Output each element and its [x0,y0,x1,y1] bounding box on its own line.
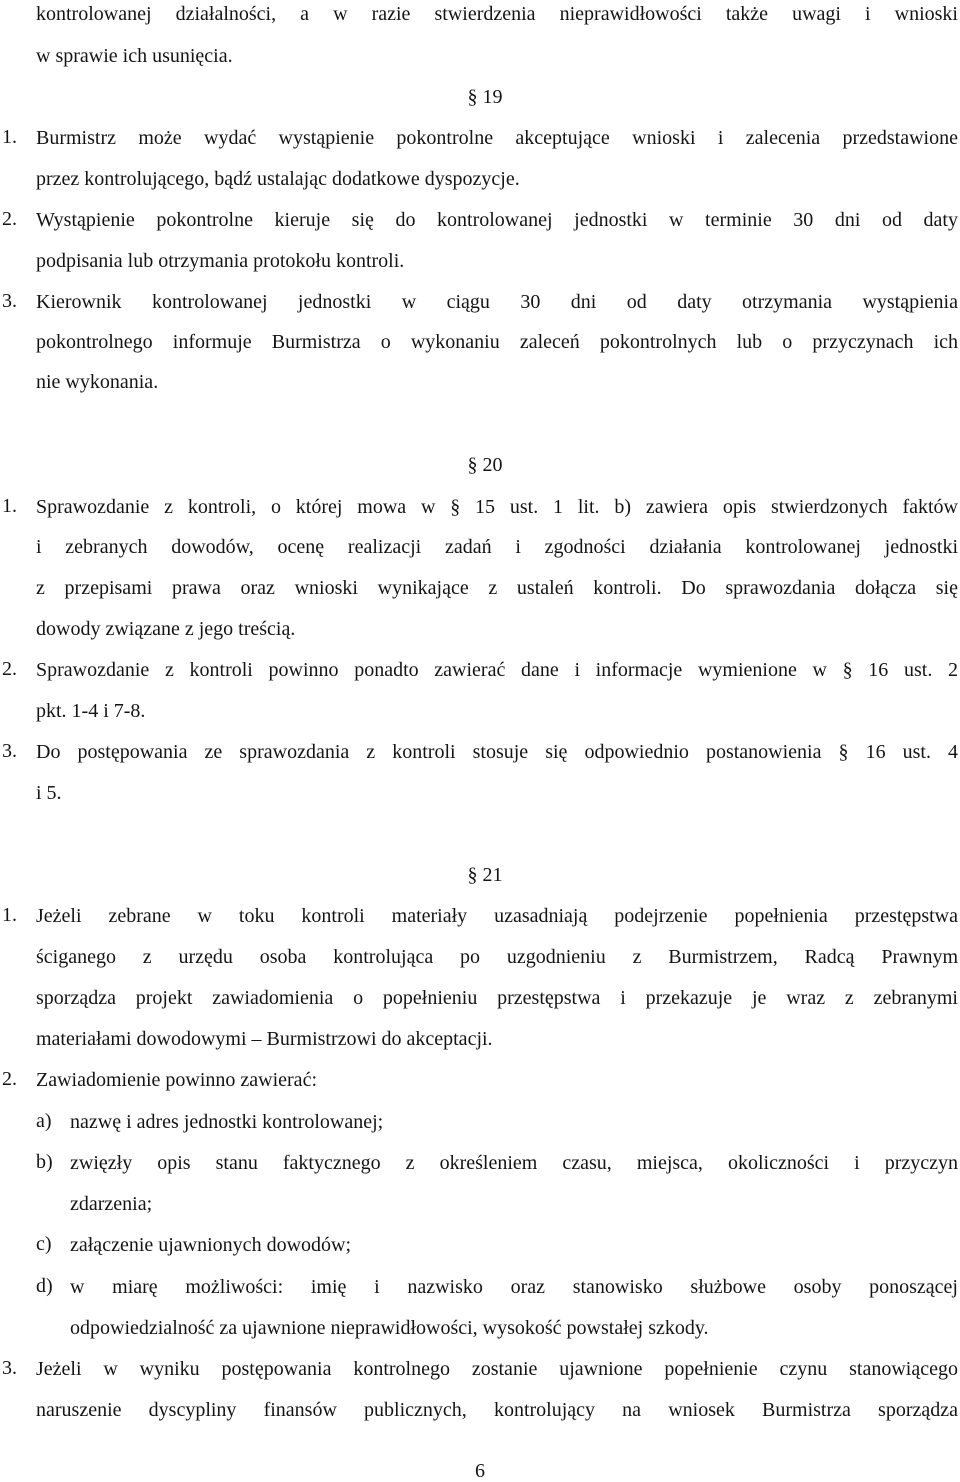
text-line: materiałami dowodowymi – Burmistrzowi do akceptacji. [36,1028,493,1050]
item-number: 2. [2,1068,17,1090]
list-marker: b) [36,1151,53,1173]
text-line: Burmistrz może wydać wystąpienie pokontrolne akceptujące wnioski i zalecenia przedstawione [36,127,958,149]
section-heading-21: § 21 [467,864,503,886]
text-line: Sprawozdanie z kontroli, o której mowa w § 15 ust. 1 lit. b) zawiera opis stwierdzonych faktów [36,496,958,518]
item-number: 3. [2,290,17,312]
text-line: naruszenie dyscypliny finansów publicznych, kontrolujący na wniosek Burmistrza sporządza [36,1399,958,1421]
text-line: zdarzenia; [70,1193,153,1215]
text-line: pkt. 1-4 i 7-8. [36,700,146,722]
section-heading-19: § 19 [467,86,503,108]
item-number: 3. [2,1357,17,1379]
text-line: kontrolowanej działalności, a w razie stwierdzenia nieprawidłowości także uwagi i wnioski [36,3,958,25]
text-line: w sprawie ich usunięcia. [36,45,233,67]
text-line: Zawiadomienie powinno zawierać: [36,1069,317,1091]
text-line: odpowiedzialność za ujawnione nieprawidłowości, wysokość powstałej szkody. [70,1317,709,1339]
text-line: i 5. [36,782,62,804]
text-line: nazwę i adres jednostki kontrolowanej; [70,1111,384,1133]
text-line: nie wykonania. [36,371,159,393]
text-line: Jeżeli zebrane w toku kontroli materiały uzasadniają podejrzenie popełnienia przestępstwa [36,905,958,927]
list-marker: c) [36,1233,52,1255]
section-heading-20: § 20 [467,454,503,476]
text-line: Jeżeli w wyniku postępowania kontrolnego zostanie ujawnione popełnienie czynu stanowiącego [36,1358,958,1380]
text-line: i zebranych dowodów, ocenę realizacji zadań i zgodności działania kontrolowanej jednostki [36,536,958,558]
text-line: dowody związane z jego treścią. [36,618,296,640]
list-marker: a) [36,1110,52,1132]
text-line: pokontrolnego informuje Burmistrza o wykonaniu zaleceń pokontrolnych lub o przyczynach ich [36,331,958,353]
text-line: sporządza projekt zawiadomienia o popełnieniu przestępstwa i przekazuje je wraz z zebranymi [36,987,958,1009]
text-line: Sprawozdanie z kontroli powinno ponadto zawierać dane i informacje wymienione w § 16 ust. 2 [36,659,958,681]
item-number: 2. [2,208,17,230]
text-line: w miarę możliwości: imię i nazwisko oraz stanowisko służbowe osoby ponoszącej [70,1276,958,1298]
text-line: zwięzły opis stanu faktycznego z określeniem czasu, miejsca, okoliczności i przyczyn [70,1152,958,1174]
item-number: 3. [2,740,17,762]
text-line: Wystąpienie pokontrolne kieruje się do kontrolowanej jednostki w terminie 30 dni od daty [36,209,958,231]
text-line: Kierownik kontrolowanej jednostki w ciągu 30 dni od daty otrzymania wystąpienia [36,291,958,313]
text-line: przez kontrolującego, bądź ustalając dodatkowe dyspozycje. [36,168,520,190]
item-number: 2. [2,658,17,680]
text-line: ściganego z urzędu osoba kontrolująca po uzgodnieniu z Burmistrzem, Radcą Prawnym [36,946,958,968]
text-line: Do postępowania ze sprawozdania z kontroli stosuje się odpowiednio postanowienia § 16 ust. 4 [36,741,958,763]
item-number: 1. [2,495,17,517]
text-line: z przepisami prawa oraz wnioski wynikające z ustaleń kontroli. Do sprawozdania dołącza się [36,577,958,599]
item-number: 1. [2,126,17,148]
text-line: podpisania lub otrzymania protokołu kontroli. [36,250,405,272]
text-line: załączenie ujawnionych dowodów; [70,1234,352,1256]
list-marker: d) [36,1275,53,1297]
item-number: 1. [2,904,17,926]
page-number: 6 [475,1460,485,1482]
